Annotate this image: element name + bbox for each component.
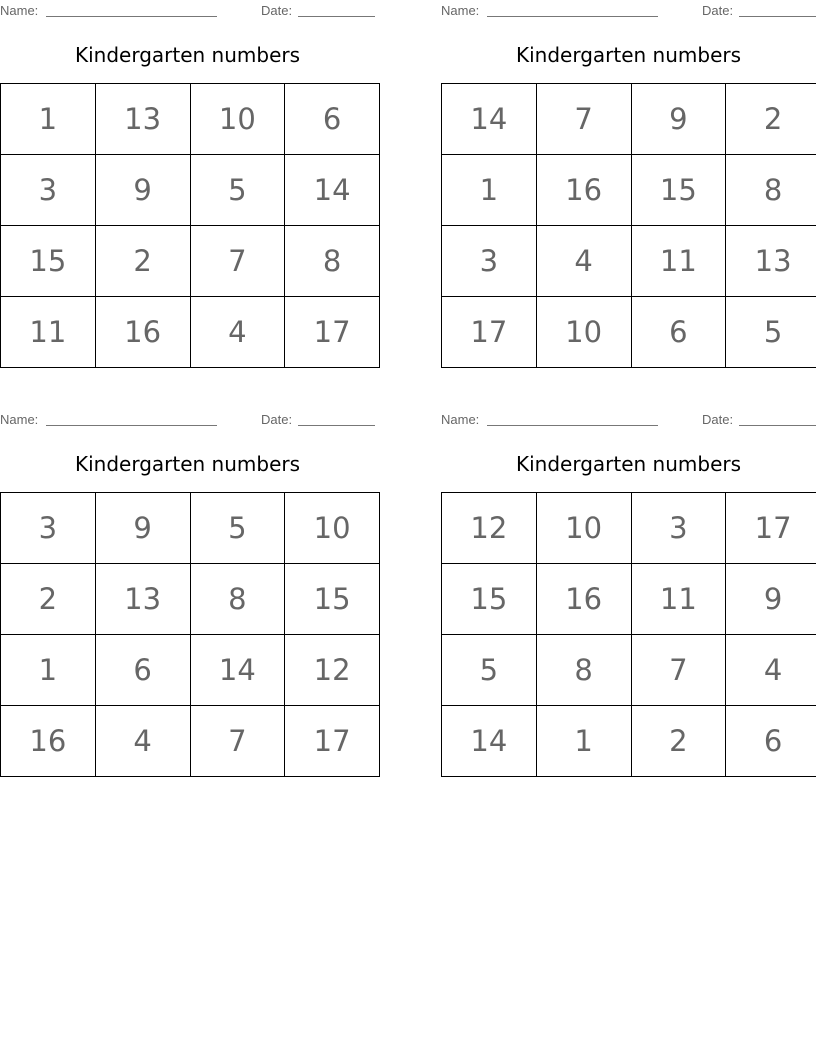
name-label: Name: bbox=[441, 412, 480, 427]
grid-row bbox=[442, 635, 816, 706]
grid-cell: 7 bbox=[190, 226, 285, 297]
date-label: Date: bbox=[261, 3, 293, 18]
date-label: Date: bbox=[702, 3, 734, 18]
grid-cell: 2 bbox=[1, 564, 96, 635]
worksheet-header bbox=[0, 412, 375, 428]
grid-row bbox=[442, 155, 816, 226]
grid-cell: 9 bbox=[631, 84, 726, 155]
grid-cell: 13 bbox=[95, 564, 190, 635]
grid-cell: 3 bbox=[442, 226, 537, 297]
grid-cell: 13 bbox=[95, 84, 190, 155]
grid-cell: 16 bbox=[95, 297, 190, 368]
grid-cell: 1 bbox=[536, 706, 631, 777]
grid-cell: 16 bbox=[536, 155, 631, 226]
grid-cell: 4 bbox=[190, 297, 285, 368]
date-label: Date: bbox=[702, 412, 734, 427]
grid-cell: 9 bbox=[726, 564, 816, 635]
grid-cell: 6 bbox=[95, 635, 190, 706]
grid-cell: 9 bbox=[95, 493, 190, 564]
grid-cell: 5 bbox=[442, 635, 537, 706]
grid-cell: 11 bbox=[1, 297, 96, 368]
grid-cell: 17 bbox=[442, 297, 537, 368]
grid-cell: 15 bbox=[1, 226, 96, 297]
grid-row bbox=[1, 226, 380, 297]
number-grid bbox=[441, 492, 816, 777]
worksheet-header bbox=[0, 3, 375, 19]
worksheet-title: Kindergarten numbers bbox=[515, 452, 742, 476]
grid-cell: 3 bbox=[631, 493, 726, 564]
grid-cell: 10 bbox=[536, 493, 631, 564]
grid-cell: 8 bbox=[190, 564, 285, 635]
date-field[interactable] bbox=[739, 412, 816, 426]
grid-cell: 10 bbox=[285, 493, 380, 564]
grid-cell: 14 bbox=[285, 155, 380, 226]
date-label: Date: bbox=[261, 412, 293, 427]
grid-cell: 7 bbox=[631, 635, 726, 706]
name-field[interactable] bbox=[46, 3, 217, 17]
number-grid bbox=[0, 83, 380, 368]
grid-cell: 7 bbox=[536, 84, 631, 155]
grid-row bbox=[1, 564, 380, 635]
worksheet-title: Kindergarten numbers bbox=[74, 43, 301, 67]
grid-row bbox=[442, 297, 816, 368]
grid-cell: 8 bbox=[726, 155, 816, 226]
grid-row bbox=[1, 493, 380, 564]
grid-cell: 17 bbox=[285, 706, 380, 777]
grid-cell: 3 bbox=[1, 493, 96, 564]
grid-cell: 12 bbox=[442, 493, 537, 564]
grid-cell: 1 bbox=[1, 84, 96, 155]
grid-cell: 17 bbox=[285, 297, 380, 368]
grid-cell: 6 bbox=[726, 706, 816, 777]
grid-cell: 4 bbox=[95, 706, 190, 777]
grid-row bbox=[442, 226, 816, 297]
grid-cell: 8 bbox=[536, 635, 631, 706]
worksheet-title: Kindergarten numbers bbox=[515, 43, 742, 67]
grid-row bbox=[1, 297, 380, 368]
grid-row bbox=[442, 84, 816, 155]
grid-row bbox=[442, 706, 816, 777]
worksheet-title: Kindergarten numbers bbox=[74, 452, 301, 476]
grid-cell: 14 bbox=[442, 84, 537, 155]
grid-cell: 8 bbox=[285, 226, 380, 297]
grid-cell: 16 bbox=[536, 564, 631, 635]
worksheet bbox=[441, 409, 816, 774]
number-grid bbox=[441, 83, 816, 368]
grid-cell: 14 bbox=[442, 706, 537, 777]
grid-row bbox=[1, 155, 380, 226]
grid-cell: 15 bbox=[631, 155, 726, 226]
grid-row bbox=[1, 635, 380, 706]
grid-cell: 7 bbox=[190, 706, 285, 777]
worksheet bbox=[441, 0, 816, 365]
grid-cell: 4 bbox=[536, 226, 631, 297]
grid-cell: 6 bbox=[631, 297, 726, 368]
grid-cell: 10 bbox=[190, 84, 285, 155]
grid-cell: 15 bbox=[442, 564, 537, 635]
name-label: Name: bbox=[0, 3, 39, 18]
date-field[interactable] bbox=[298, 3, 375, 17]
worksheet bbox=[0, 0, 375, 365]
grid-cell: 11 bbox=[631, 226, 726, 297]
name-label: Name: bbox=[441, 3, 480, 18]
grid-cell: 15 bbox=[285, 564, 380, 635]
grid-cell: 10 bbox=[536, 297, 631, 368]
grid-cell: 4 bbox=[726, 635, 816, 706]
grid-row bbox=[1, 84, 380, 155]
worksheet-header bbox=[441, 412, 816, 428]
grid-cell: 2 bbox=[95, 226, 190, 297]
grid-cell: 11 bbox=[631, 564, 726, 635]
name-field[interactable] bbox=[46, 412, 217, 426]
grid-cell: 16 bbox=[1, 706, 96, 777]
grid-cell: 5 bbox=[190, 155, 285, 226]
date-field[interactable] bbox=[298, 412, 375, 426]
grid-cell: 1 bbox=[442, 155, 537, 226]
name-field[interactable] bbox=[487, 412, 658, 426]
grid-cell: 2 bbox=[631, 706, 726, 777]
worksheet bbox=[0, 409, 375, 774]
grid-cell: 9 bbox=[95, 155, 190, 226]
grid-cell: 6 bbox=[285, 84, 380, 155]
name-label: Name: bbox=[0, 412, 39, 427]
date-field[interactable] bbox=[739, 3, 816, 17]
grid-cell: 13 bbox=[726, 226, 816, 297]
grid-cell: 14 bbox=[190, 635, 285, 706]
grid-cell: 17 bbox=[726, 493, 816, 564]
grid-cell: 3 bbox=[1, 155, 96, 226]
name-field[interactable] bbox=[487, 3, 658, 17]
grid-row bbox=[1, 706, 380, 777]
grid-cell: 5 bbox=[190, 493, 285, 564]
grid-cell: 1 bbox=[1, 635, 96, 706]
grid-cell: 5 bbox=[726, 297, 816, 368]
grid-row bbox=[442, 493, 816, 564]
worksheet-header bbox=[441, 3, 816, 19]
grid-cell: 12 bbox=[285, 635, 380, 706]
grid-cell: 2 bbox=[726, 84, 816, 155]
number-grid bbox=[0, 492, 380, 777]
grid-row bbox=[442, 564, 816, 635]
